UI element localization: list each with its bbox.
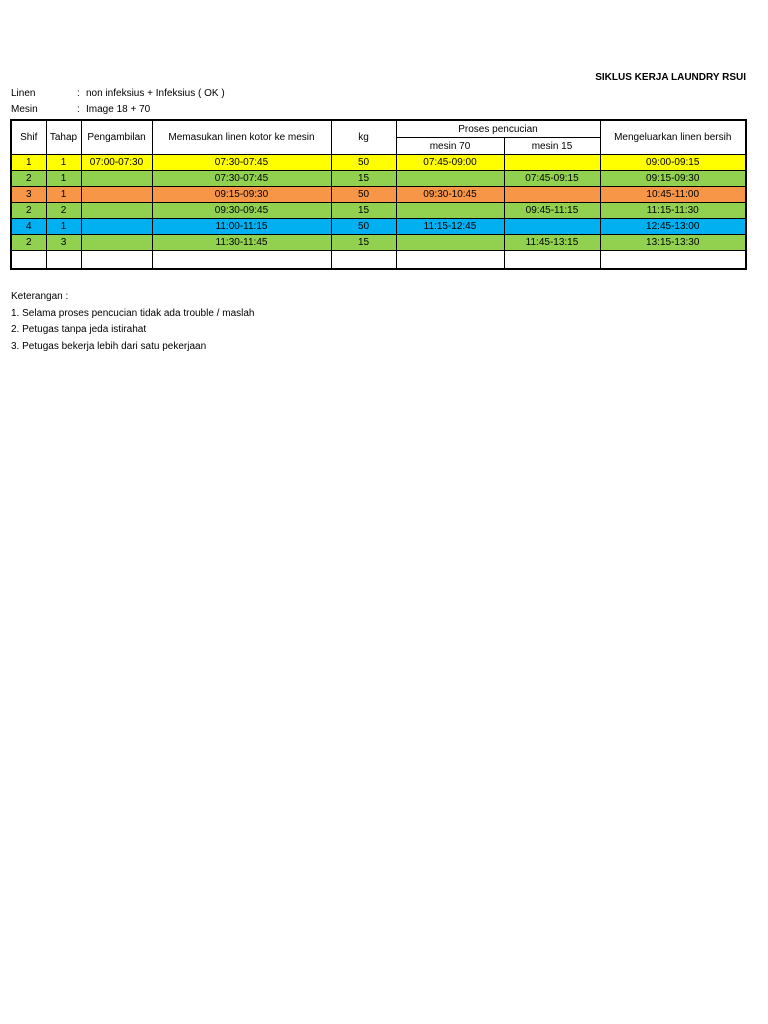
header-mesin-15: mesin 15 [504,138,600,155]
cell-mesin-15: 07:45-09:15 [504,171,600,187]
cell-mesin-70: 11:15-12:45 [396,219,504,235]
cell-kg: 50 [331,187,396,203]
page-title: SIKLUS KERJA LAUNDRY RSUI [595,72,746,83]
note-item: 2. Petugas tanpa jeda istirahat [11,324,147,335]
table-row [11,171,746,187]
cell-mengeluarkan: 13:15-13:30 [600,235,746,251]
header-kg: kg [331,120,396,155]
cell-empty [46,251,81,270]
cell-mengeluarkan: 10:45-11:00 [600,187,746,203]
cell-memasukan: 11:30-11:45 [152,235,331,251]
cell-tahap: 1 [46,155,81,171]
cell-mengeluarkan: 09:15-09:30 [600,171,746,187]
cell-pengambilan: 07:00-07:30 [81,155,152,171]
cell-shif: 2 [11,171,46,187]
cell-empty [81,251,152,270]
cell-empty [504,251,600,270]
note-item: 1. Selama proses pencucian tidak ada trouble / maslah [11,307,255,319]
cell-mesin-15 [504,187,600,203]
header-proses-pencucian: Proses pencucian [396,120,600,138]
cell-mesin-70: 09:30-10:45 [396,187,504,203]
notes-section [11,289,254,355]
schedule-table [10,119,747,270]
cell-kg: 15 [331,171,396,187]
cell-pengambilan [81,235,152,251]
linen-colon: : [77,88,80,99]
cell-memasukan: 07:30-07:45 [152,155,331,171]
cell-mesin-15 [504,219,600,235]
cell-tahap: 1 [46,171,81,187]
header-mesin-70: mesin 70 [396,138,504,155]
linen-info [11,88,225,99]
cell-memasukan: 11:00-11:15 [152,219,331,235]
cell-pengambilan [81,219,152,235]
cell-mengeluarkan: 11:15-11:30 [600,203,746,219]
cell-pengambilan [81,187,152,203]
cell-empty [600,251,746,270]
linen-value: non infeksius + Infeksius ( OK ) [86,88,225,99]
table-row [11,203,746,219]
table-row [11,219,746,235]
table-row [11,155,746,171]
header-shif: Shif [11,120,46,155]
cell-mesin-15: 11:45-13:15 [504,235,600,251]
cell-empty [152,251,331,270]
mesin-info [11,104,150,115]
mesin-label: Mesin [11,104,38,115]
cell-mesin-70 [396,171,504,187]
linen-label: Linen [11,88,36,99]
mesin-value: Image 18 + 70 [86,104,151,115]
cell-mesin-70: 07:45-09:00 [396,155,504,171]
cell-tahap: 1 [46,187,81,203]
cell-mesin-70 [396,203,504,219]
cell-shif: 2 [11,203,46,219]
cell-mesin-15 [504,155,600,171]
cell-tahap: 3 [46,235,81,251]
cell-mesin-70 [396,235,504,251]
header-pengambilan: Pengambilan [81,120,152,155]
cell-shif: 2 [11,235,46,251]
table-row-empty [11,251,746,270]
cell-memasukan: 09:30-09:45 [152,203,331,219]
cell-empty [331,251,396,270]
cell-pengambilan [81,203,152,219]
mesin-colon: : [77,104,80,115]
cell-shif: 4 [11,219,46,235]
cell-memasukan: 09:15-09:30 [152,187,331,203]
cell-kg: 15 [331,203,396,219]
cell-tahap: 1 [46,219,81,235]
cell-mengeluarkan: 12:45-13:00 [600,219,746,235]
cell-shif: 3 [11,187,46,203]
cell-pengambilan [81,171,152,187]
cell-kg: 50 [331,155,396,171]
cell-tahap: 2 [46,203,81,219]
cell-shif: 1 [11,155,46,171]
table-row [11,187,746,203]
header-mengeluarkan: Mengeluarkan linen bersih [600,120,746,155]
cell-kg: 50 [331,219,396,235]
note-item: 3. Petugas bekerja lebih dari satu pekerjaan [11,340,207,352]
cell-mesin-15: 09:45-11:15 [504,203,600,219]
cell-memasukan: 07:30-07:45 [152,171,331,187]
cell-kg: 15 [331,235,396,251]
cell-empty [396,251,504,270]
table-row [11,235,746,251]
notes-heading: Keterangan : [11,291,69,302]
header-tahap: Tahap [46,120,81,155]
cell-empty [11,251,46,270]
cell-mengeluarkan: 09:00-09:15 [600,155,746,171]
header-memasukan: Memasukan linen kotor ke mesin [152,120,331,155]
